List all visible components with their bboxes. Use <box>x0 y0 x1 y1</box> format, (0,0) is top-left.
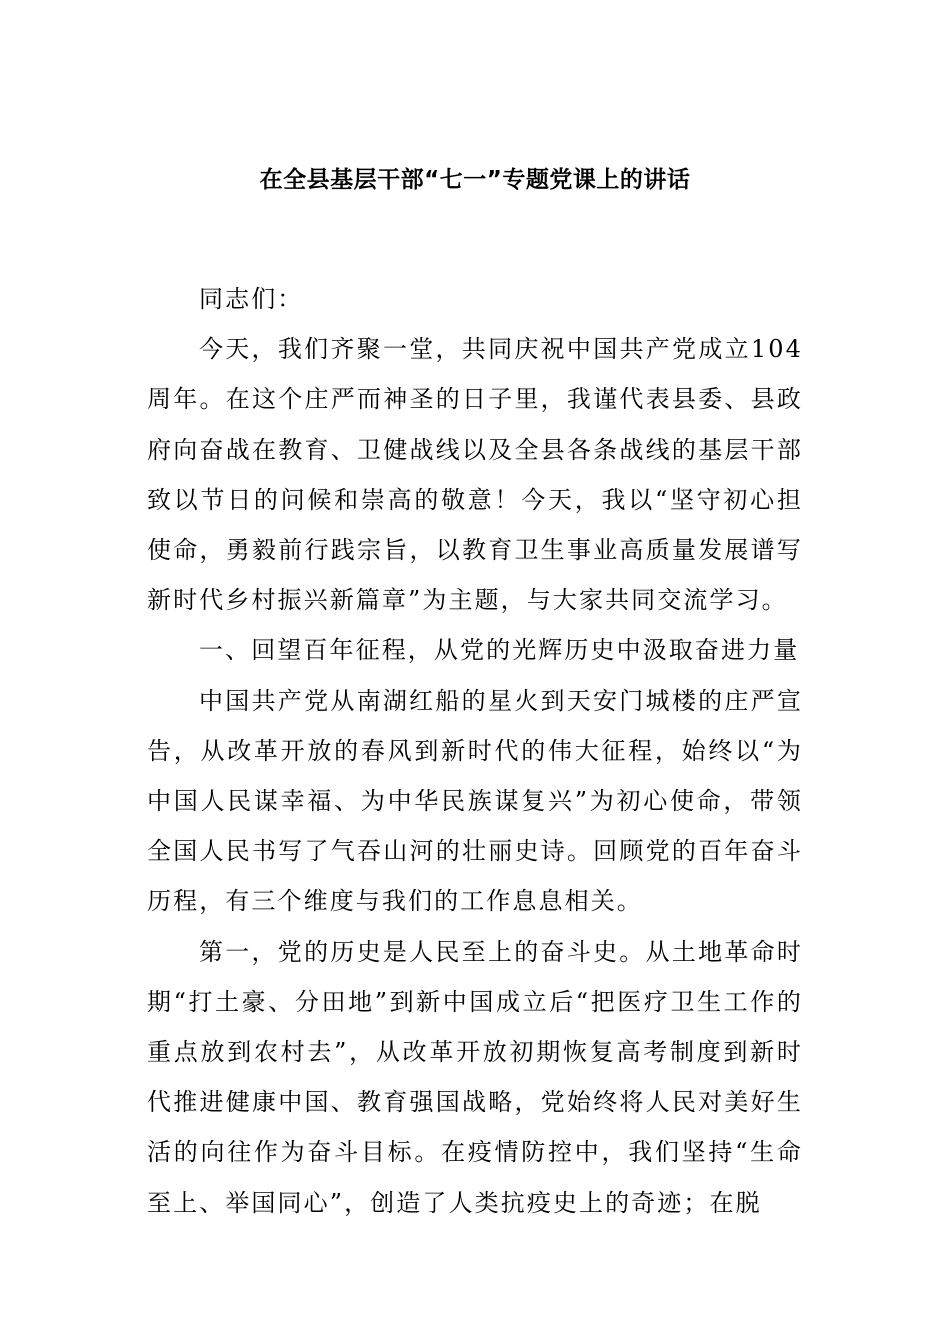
document-body <box>147 274 803 1228</box>
section-heading: 一、回望百年征程，从党的光辉历史中汲取奋进力量 <box>199 636 800 665</box>
body-paragraph: 今天，我们齐聚一堂，共同庆祝中国共产党成立104周年。在这个庄严而神圣的日子里，我谨代表县委、县政府向奋战在教育、卫健战线以及全县各条战线的基层干部致以节日的问候和崇高的敬意！今天，我以“坚守初心担使命，勇毅前行践宗旨，以教育卫生事业高质量发展谱写新时代乡村振兴新篇章”为主题，与大家共同交流学习。 <box>147 335 803 615</box>
salutation-paragraph: 同志们： <box>199 285 304 313</box>
body-paragraph: 中国共产党从南湖红船的星火到天安门城楼的庄严宣告，从改革开放的春风到新时代的伟大征程，始终以“为中国人民谋幸福、为中华民族谋复兴”为初心使命，带领全国人民书写了气吞山河的壮丽史诗。回顾党的百年奋斗历程，有三个维度与我们的工作息息相关。 <box>147 686 803 916</box>
body-paragraph: 第一，党的历史是人民至上的奋斗史。从土地革命时期“打土豪、分田地”到新中国成立后“把医疗卫生工作的重点放到农村去”，从改革开放初期恢复高考制度到新时代推进健康中国、教育强国战略，党始终将人民对美好生活的向往作为奋斗目标。在疫情防控中，我们坚持“生命至上、举国同心”，创造了人类抗疫史上的奇迹；在脱 <box>147 937 803 1217</box>
document-title: 在全县基层干部“七一”专题党课上的讲话 <box>259 167 691 193</box>
